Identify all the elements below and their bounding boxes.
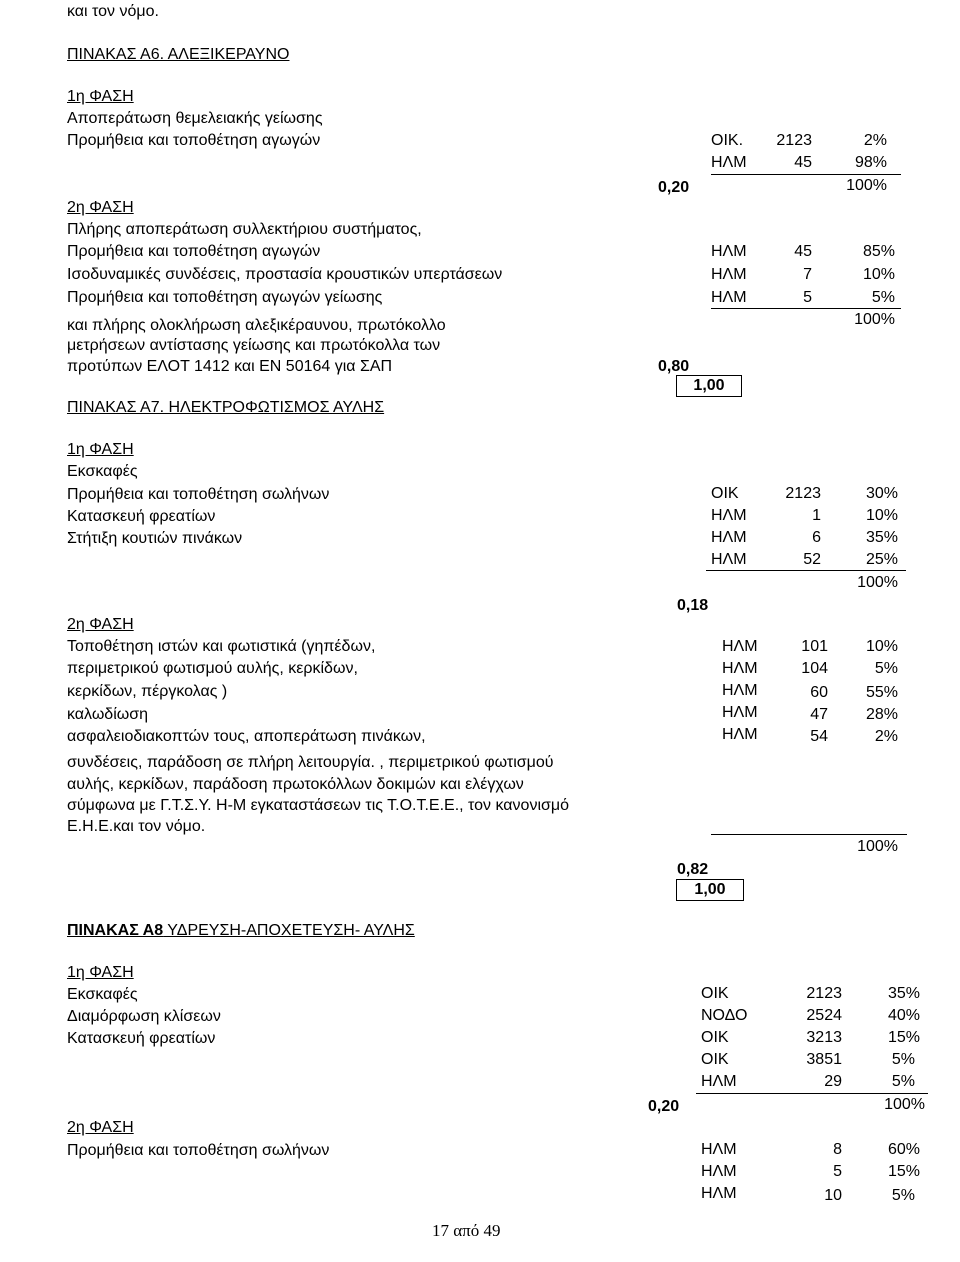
a6-p2-weight: 0,80 xyxy=(658,358,690,375)
a7-p1-total: 100% xyxy=(857,574,898,591)
a6-p2-total: 100% xyxy=(854,311,895,328)
a6-sum-box: 1,00 xyxy=(676,375,742,397)
a8-p2-code: ΗΛΜ xyxy=(701,1163,737,1180)
a6-phase2-line: Ισοδυναμικές συνδέσεις, προστασία κρουστικών υπερτάσεων xyxy=(67,266,503,283)
a7-phase2-line: συνδέσεις, παράδοση σε πλήρη λειτουργία. , περιμετρικού φωτισμού xyxy=(67,754,554,771)
continued-text: και τον νόμο. xyxy=(67,3,159,20)
table-a6-title: ΠΙΝΑΚΑΣ Α6. ΑΛΕΞΙΚΕΡΑΥΝΟ xyxy=(67,46,290,63)
a7-p2-num: 101 xyxy=(801,638,828,655)
a8-p1-pct: 15% xyxy=(887,1029,920,1046)
a8-p1-pct: 35% xyxy=(887,985,920,1002)
a6-phase2-line: προτύπων ΕΛΟΤ 1412 και ΕΝ 50164 για ΣΑΠ xyxy=(67,358,393,375)
a7-phase2-line: καλωδίωση xyxy=(67,706,149,723)
a7-p2-code: ΗΛΜ xyxy=(722,682,758,699)
a7-p2-weight: 0,82 xyxy=(677,861,709,878)
a7-p2-pct: 5% xyxy=(874,660,898,677)
a8-p2-num: 8 xyxy=(833,1141,842,1158)
a6-p2-code: ΗΛΜ xyxy=(711,289,747,306)
a7-p1-code: ΗΛΜ xyxy=(711,551,747,568)
a6-phase2-line: Προμήθεια και τοποθέτηση αγωγών xyxy=(67,243,321,260)
a8-phase2-heading: 2η ΦΑΣΗ xyxy=(67,1119,134,1136)
a7-p2-code: ΗΛΜ xyxy=(722,704,758,721)
a7-phase1-line: Κατασκευή φρεατίων xyxy=(67,508,216,525)
a7-p2-pct: 2% xyxy=(874,728,898,745)
a7-phase1-heading: 1η ΦΑΣΗ xyxy=(67,441,134,458)
a7-p2-num: 104 xyxy=(801,660,828,677)
a6-p2-num: 7 xyxy=(803,266,812,283)
a6-p1-num: 2123 xyxy=(776,132,812,149)
a7-p1-code: ΗΛΜ xyxy=(711,529,747,546)
a8-p2-pct: 15% xyxy=(887,1163,920,1180)
a7-p2-num: 60 xyxy=(810,684,828,701)
a6-p2-code: ΗΛΜ xyxy=(711,243,747,260)
a7-phase2-line: αυλής, κερκίδων, παράδοση πρωτοκόλλων δοκιμών και ελέγχων xyxy=(67,776,524,793)
a6-p2-code: ΗΛΜ xyxy=(711,266,747,283)
a8-p1-code: ΟΙΚ xyxy=(701,1029,729,1046)
a6-p1-total: 100% xyxy=(846,177,887,194)
a8-p1-total-rule xyxy=(696,1093,928,1094)
a7-p2-num: 54 xyxy=(810,728,828,745)
table-a7-title: ΠΙΝΑΚΑΣ Α7. ΗΛΕΚΤΡΟΦΩΤΙΣΜΟΣ ΑΥΛΗΣ xyxy=(67,399,385,416)
a7-p2-code: ΗΛΜ xyxy=(722,660,758,677)
a6-phase1-line: Προμήθεια και τοποθέτηση αγωγών xyxy=(67,132,321,149)
a8-p2-num: 5 xyxy=(833,1163,842,1180)
a8-p1-total: 100% xyxy=(884,1096,925,1113)
a6-p1-code: ΗΛΜ xyxy=(711,154,747,171)
a7-p1-total-rule xyxy=(706,570,906,571)
a7-p2-pct: 55% xyxy=(865,684,898,701)
a7-p2-pct: 10% xyxy=(865,638,898,655)
table-a8-title-bold: ΠΙΝΑΚΑΣ Α8 xyxy=(67,922,164,939)
a6-p1-pct: 2% xyxy=(863,132,887,149)
a6-p1-pct: 98% xyxy=(854,154,887,171)
a7-phase1-line: Εκσκαφές xyxy=(67,463,138,480)
a6-p2-pct: 5% xyxy=(871,289,895,306)
a8-p1-weight: 0,20 xyxy=(648,1098,680,1115)
a7-phase2-heading: 2η ΦΑΣΗ xyxy=(67,616,134,633)
a8-p1-pct: 5% xyxy=(891,1073,915,1090)
a8-phase1-line: Κατασκευή φρεατίων xyxy=(67,1030,216,1047)
a6-p1-code: ΟΙΚ. xyxy=(711,132,744,149)
a6-p2-total-rule xyxy=(711,308,901,309)
page-number: 17 από 49 xyxy=(432,1221,501,1240)
table-a8-title xyxy=(67,921,415,940)
a7-p1-num: 2123 xyxy=(785,485,821,502)
a8-p2-code: ΗΛΜ xyxy=(701,1141,737,1158)
a8-phase2-line: Προμήθεια και τοποθέτηση σωλήνων xyxy=(67,1142,330,1159)
a6-phase2-heading: 2η ΦΑΣΗ xyxy=(67,199,134,216)
a6-p2-pct: 10% xyxy=(862,266,895,283)
a6-phase2-line: Πλήρης αποπεράτωση συλλεκτήριου συστήματος, xyxy=(67,221,422,238)
a7-p2-code: ΗΛΜ xyxy=(722,638,758,655)
a8-p1-pct: 5% xyxy=(891,1051,915,1068)
a6-phase1-line: Αποπεράτωση θεμελειακής γείωσης xyxy=(67,110,323,127)
a7-phase2-line: Ε.Η.Ε.και τον νόμο. xyxy=(67,818,206,835)
a7-phase1-line: Στήτιξη κουτιών πινάκων xyxy=(67,530,243,547)
a8-p1-num: 2524 xyxy=(806,1007,842,1024)
table-a8-title-rest: ΥΔΡΕΥΣΗ-ΑΠΟΧΕΤΕΥΣΗ- ΑΥΛΗΣ xyxy=(163,922,415,939)
a7-p1-num: 52 xyxy=(803,551,821,568)
a7-p2-total: 100% xyxy=(857,838,898,855)
a8-p2-code: ΗΛΜ xyxy=(701,1185,737,1202)
a8-p1-code: ΗΛΜ xyxy=(701,1073,737,1090)
a6-p1-num: 45 xyxy=(794,154,812,171)
a8-p1-code: ΟΙΚ xyxy=(701,1051,729,1068)
a8-p2-num: 10 xyxy=(824,1187,842,1204)
a7-p1-num: 1 xyxy=(812,507,821,524)
a7-p1-code: ΗΛΜ xyxy=(711,507,747,524)
a7-phase2-line: περιμετρικού φωτισμού αυλής, κερκίδων, xyxy=(67,660,358,677)
a7-phase2-line: κερκίδων, πέργκολας ) xyxy=(67,683,228,700)
a8-phase1-heading: 1η ΦΑΣΗ xyxy=(67,964,134,981)
a7-phase2-line: σύμφωνα με Γ.Τ.Σ.Υ. Η-Μ εγκαταστάσεων τις Τ.Ο.Τ.Ε.Ε., τον κανονισμό xyxy=(67,797,569,814)
a6-p1-total-rule xyxy=(711,174,901,175)
a7-p1-code: ΟΙΚ xyxy=(711,485,739,502)
a8-p1-code: ΝΟΔΟ xyxy=(701,1007,748,1024)
a6-p1-weight: 0,20 xyxy=(658,179,690,196)
a6-phase2-line: Προμήθεια και τοποθέτηση αγωγών γείωσης xyxy=(67,289,383,306)
a7-p2-pct: 28% xyxy=(865,706,898,723)
a6-p2-num: 5 xyxy=(803,289,812,306)
a8-p1-num: 29 xyxy=(824,1073,842,1090)
a8-phase1-line: Διαμόρφωση κλίσεων xyxy=(67,1008,221,1025)
a8-p2-pct: 60% xyxy=(887,1141,920,1158)
a7-p1-weight: 0,18 xyxy=(677,597,709,614)
a7-p2-total-rule xyxy=(711,834,907,835)
a6-phase2-line: και πλήρης ολοκλήρωση αλεξικέραυνου, πρωτόκολλο xyxy=(67,317,446,334)
a6-p2-pct: 85% xyxy=(862,243,895,260)
a6-phase2-line: μετρήσεων αντίστασης γείωσης και πρωτόκολλα των xyxy=(67,337,441,354)
a8-p2-pct: 5% xyxy=(891,1187,915,1204)
a8-p1-code: ΟΙΚ xyxy=(701,985,729,1002)
a6-phase1-heading: 1η ΦΑΣΗ xyxy=(67,88,134,105)
a8-p1-pct: 40% xyxy=(887,1007,920,1024)
a6-p2-num: 45 xyxy=(794,243,812,260)
a7-p2-code: ΗΛΜ xyxy=(722,726,758,743)
a7-phase1-line: Προμήθεια και τοποθέτηση σωλήνων xyxy=(67,486,330,503)
a8-p1-num: 3213 xyxy=(806,1029,842,1046)
a8-p1-num: 2123 xyxy=(806,985,842,1002)
a7-p2-num: 47 xyxy=(810,706,828,723)
a7-p1-pct: 10% xyxy=(865,507,898,524)
a8-phase1-line: Εκσκαφές xyxy=(67,986,138,1003)
a7-p1-pct: 30% xyxy=(865,485,898,502)
a7-phase2-line: ασφαλειοδιακοπτών τους, αποπεράτωση πινάκων, xyxy=(67,728,426,745)
a7-p1-num: 6 xyxy=(812,529,821,546)
a7-phase2-line: Τοποθέτηση ιστών και φωτιστικά (γηπέδων, xyxy=(67,638,376,655)
a7-p1-pct: 25% xyxy=(865,551,898,568)
a8-p1-num: 3851 xyxy=(806,1051,842,1068)
a7-sum-box: 1,00 xyxy=(676,879,744,901)
a7-p1-pct: 35% xyxy=(865,529,898,546)
